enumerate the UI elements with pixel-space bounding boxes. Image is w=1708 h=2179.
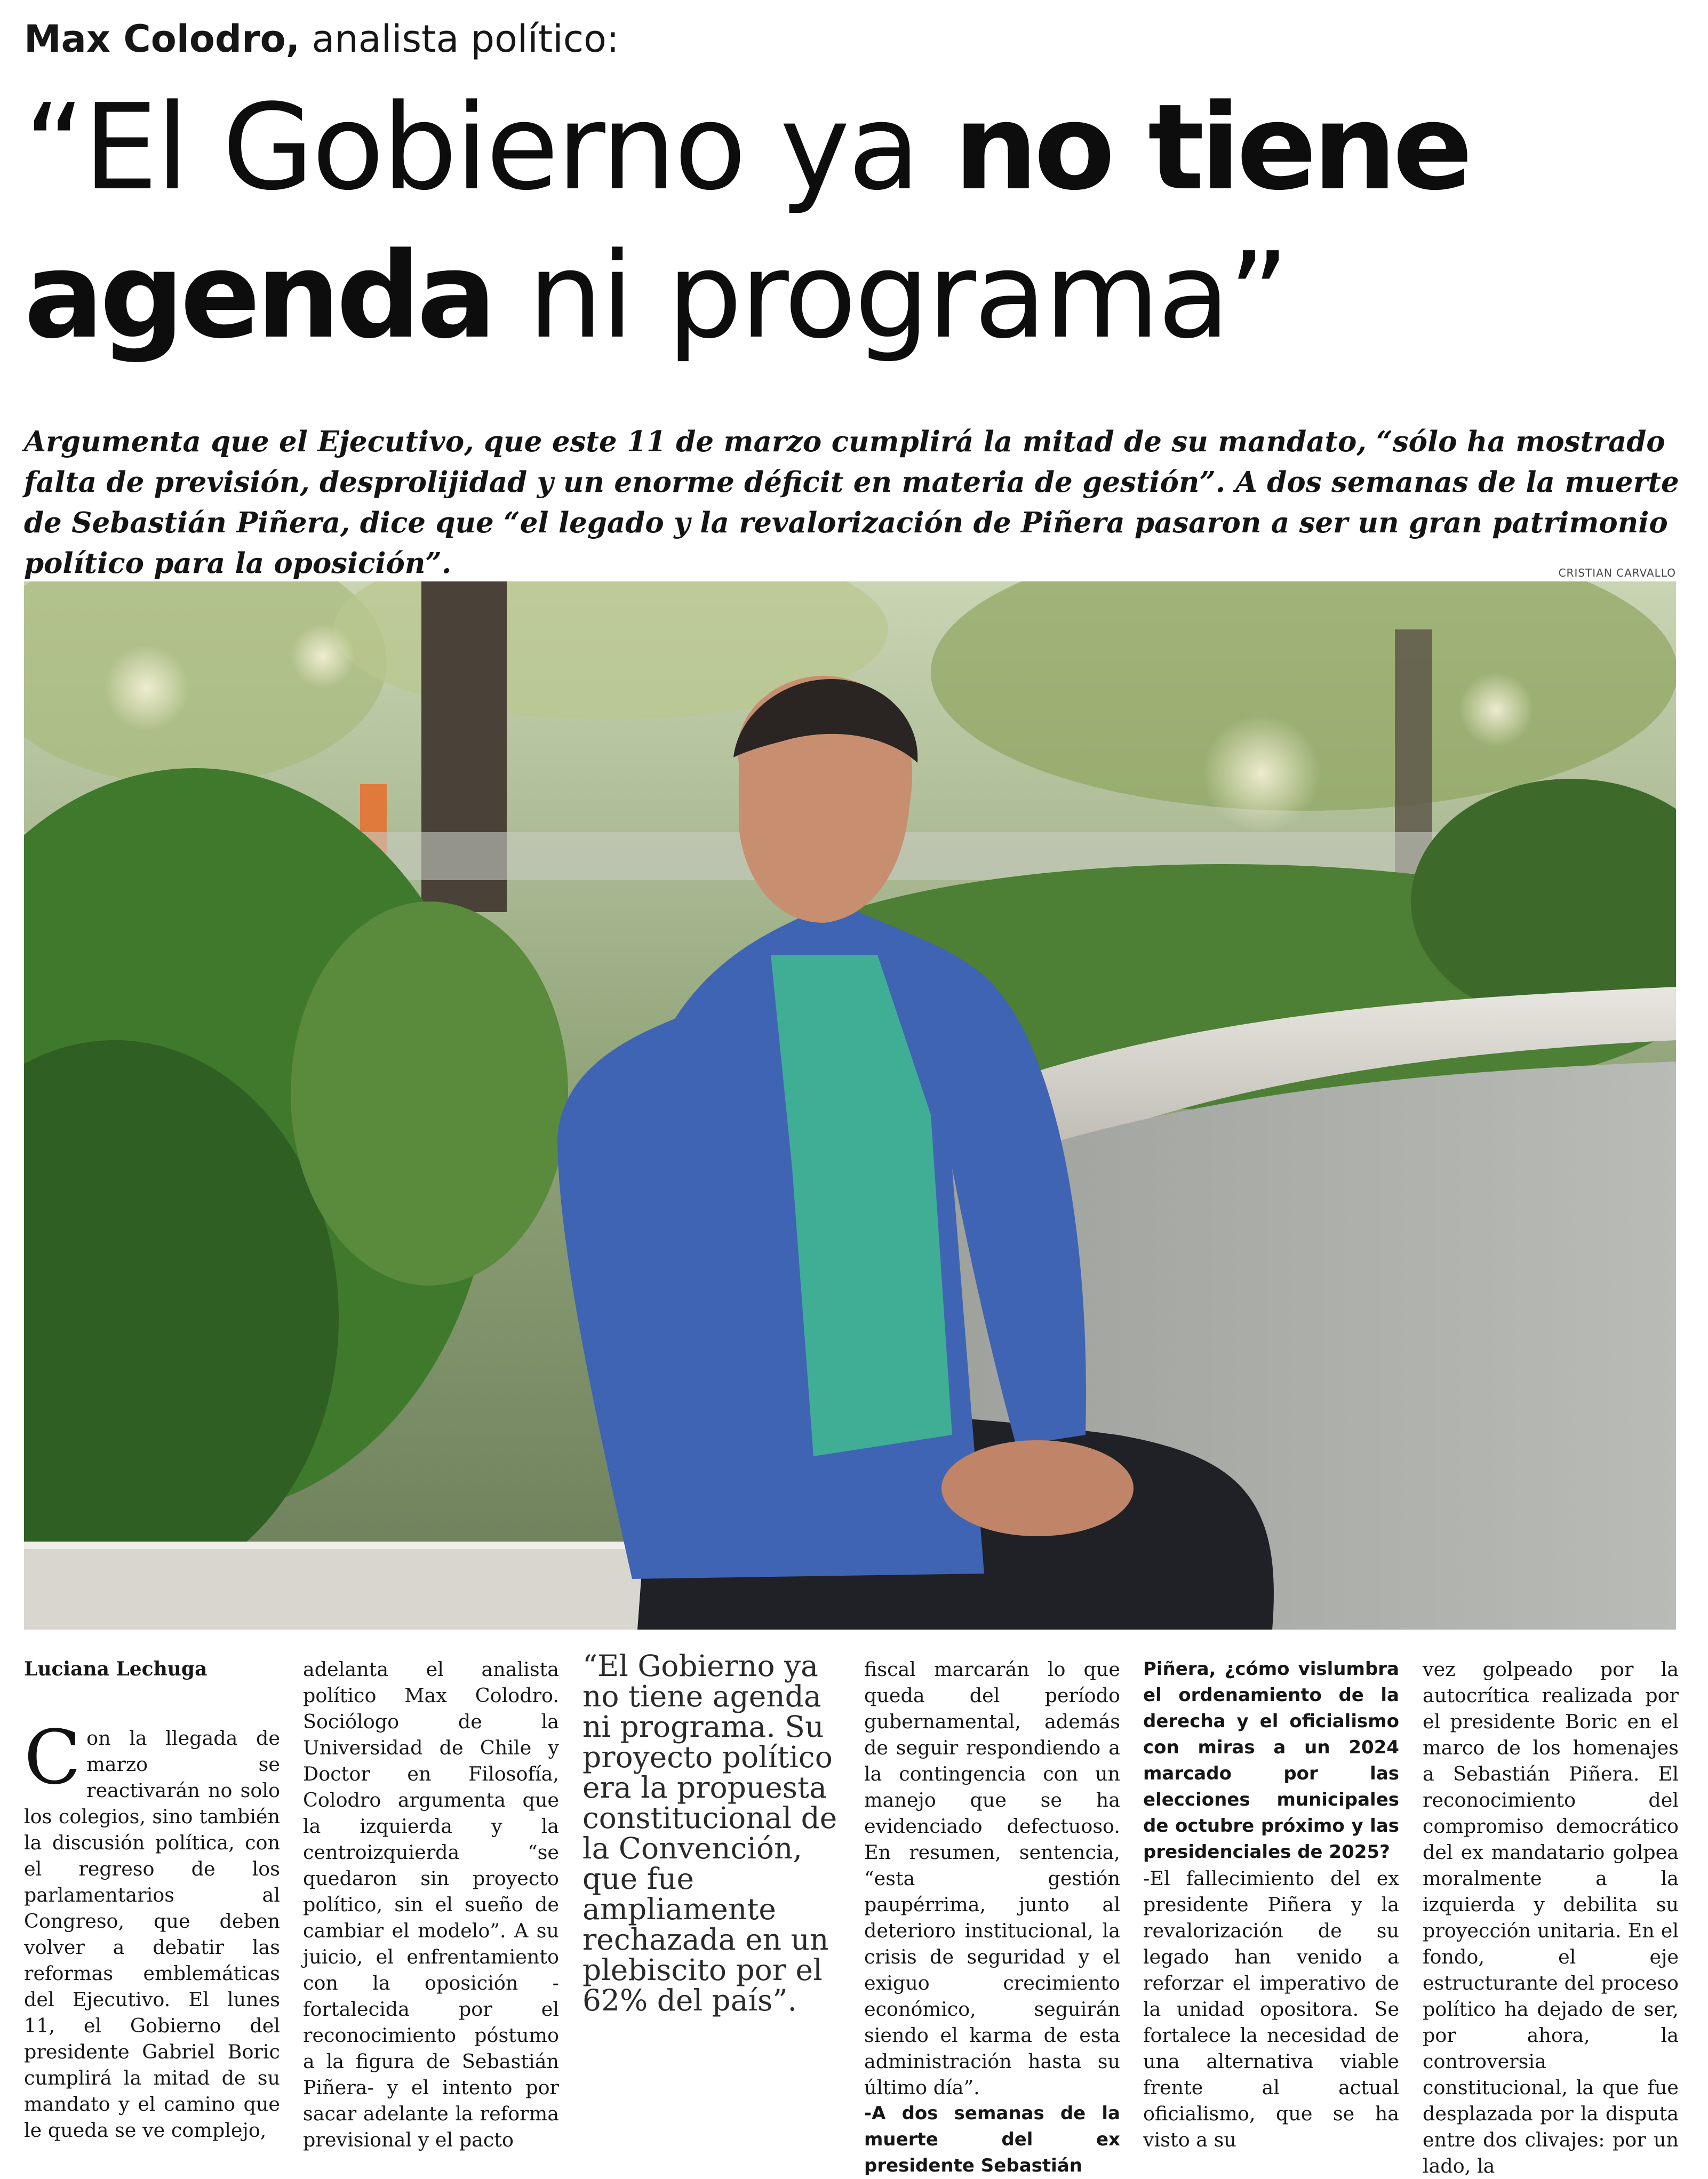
interviewee-role: analista político: — [300, 17, 619, 61]
photo-credit: CRISTIAN CARVALLO — [1558, 566, 1676, 579]
deck-summary: Argumenta que el Ejecutivo, que este 11 de marzo cumplirá la mitad de su mandato, “sólo ha mostrado falta de previsión, desprolijidad y un enorme déficit en materia de gestión”. A dos semanas de la muerte de Sebastián Piñera, dice que “el legado y la revalorización de Piñera pasaron a ser un gran patrimonio político para la oposición”. — [24, 425, 1679, 580]
column-6 — [1423, 1656, 1679, 2179]
column-6-text: vez golpeado por la autocrítica realizada por el presidente Boric en el marco de los homenajes a Sebastián Piñera. El reconocimiento del compromiso democrático del ex mandatario golpea moralmente a la izquierda y debilita su proyección unitaria. En el fondo, el eje estructurante del proceso político ha dejado de ser, por ahora, la controversia constitucional, la que fue desplazada por la disputa entre dos clivajes: por un lado, la — [1423, 1658, 1679, 2177]
column-1 — [24, 1656, 280, 2143]
column-4 — [864, 1656, 1120, 2179]
column-2-text: adelanta el analista político Max Colodro. Sociólogo de la Universidad de Chile y Doctor en Filosofía, Colodro argumenta que la izquierda y la centroizquierda “se quedaron sin proyecto político, sin el sueño de cambiar el modelo”. A su juicio, el enfrentamiento con la oposición -fortalecida por el reconocimiento póstumo a la figura de Sebastián Piñera- y el intento por sacar adelante la reforma previsional y el pacto — [303, 1658, 559, 2151]
headline-part-1: “El Gobierno ya — [24, 79, 954, 217]
headline-part-2: no tiene — [954, 79, 1469, 217]
drop-cap: C — [24, 1714, 82, 1801]
headline-part-4: ni programa” — [492, 227, 1288, 365]
byline: Luciana Lechuga — [24, 1658, 207, 1680]
headline-part-3: agenda — [24, 227, 493, 365]
headline — [24, 74, 1678, 370]
column-2 — [303, 1656, 559, 2153]
column-4-text: fiscal marcarán lo que queda del período gubernamental, además de seguir respondiendo a la contingencia con un manejo que se ha evidenciado defectuoso. En resumen, sentencia, “esta gestión paupérrima, junto al deterioro institucional, la crisis de seguridad y el exiguo crecimiento económico, seguirán siendo el karma de esta administración hasta su último día”. — [864, 1658, 1120, 2099]
column-1-text: on la llegada de marzo se reactivarán no solo los colegios, sino también la discusión política, con el regreso de los parlamentarios al Congreso, que deben volver a debatir las reformas emblemáticas del Ejecutivo. El lunes 11, el Gobierno del presidente Gabriel Boric cumplirá la mitad de su mandato y el camino que le queda se ve complejo, — [24, 1727, 280, 2142]
interviewee-name: Max Colodro, — [24, 17, 300, 61]
hands — [941, 1440, 1134, 1536]
column-5-text: -El fallecimiento del ex presidente Piñera y la revalorización de su legado han venido a reforzar el imperativo de la unidad opositora. Se fortalece la necesidad de una alternativa viable frente al actual oficialismo, que se ha visto a su — [1143, 1867, 1399, 2151]
interview-question-start: -A dos semanas de la muerte del ex presidente Sebastián — [864, 2103, 1120, 2176]
interview-question-continued: Piñera, ¿cómo vislumbra el ordenamiento de la derecha y el oficialismo con miras a un 2024 marcado por las elecciones municipales de octubre próximo y las presidenciales de 2025? — [1143, 1658, 1399, 1863]
portrait-photo — [24, 581, 1676, 1630]
pull-quote: “El Gobierno ya no tiene agenda ni programa. Su proyecto político era la propuesta constitucional de la Convención, que fue ampliamente rechazada en un plebiscito por el 62% del país”. — [582, 1649, 837, 2017]
column-5 — [1143, 1656, 1399, 2153]
kicker — [24, 15, 619, 63]
